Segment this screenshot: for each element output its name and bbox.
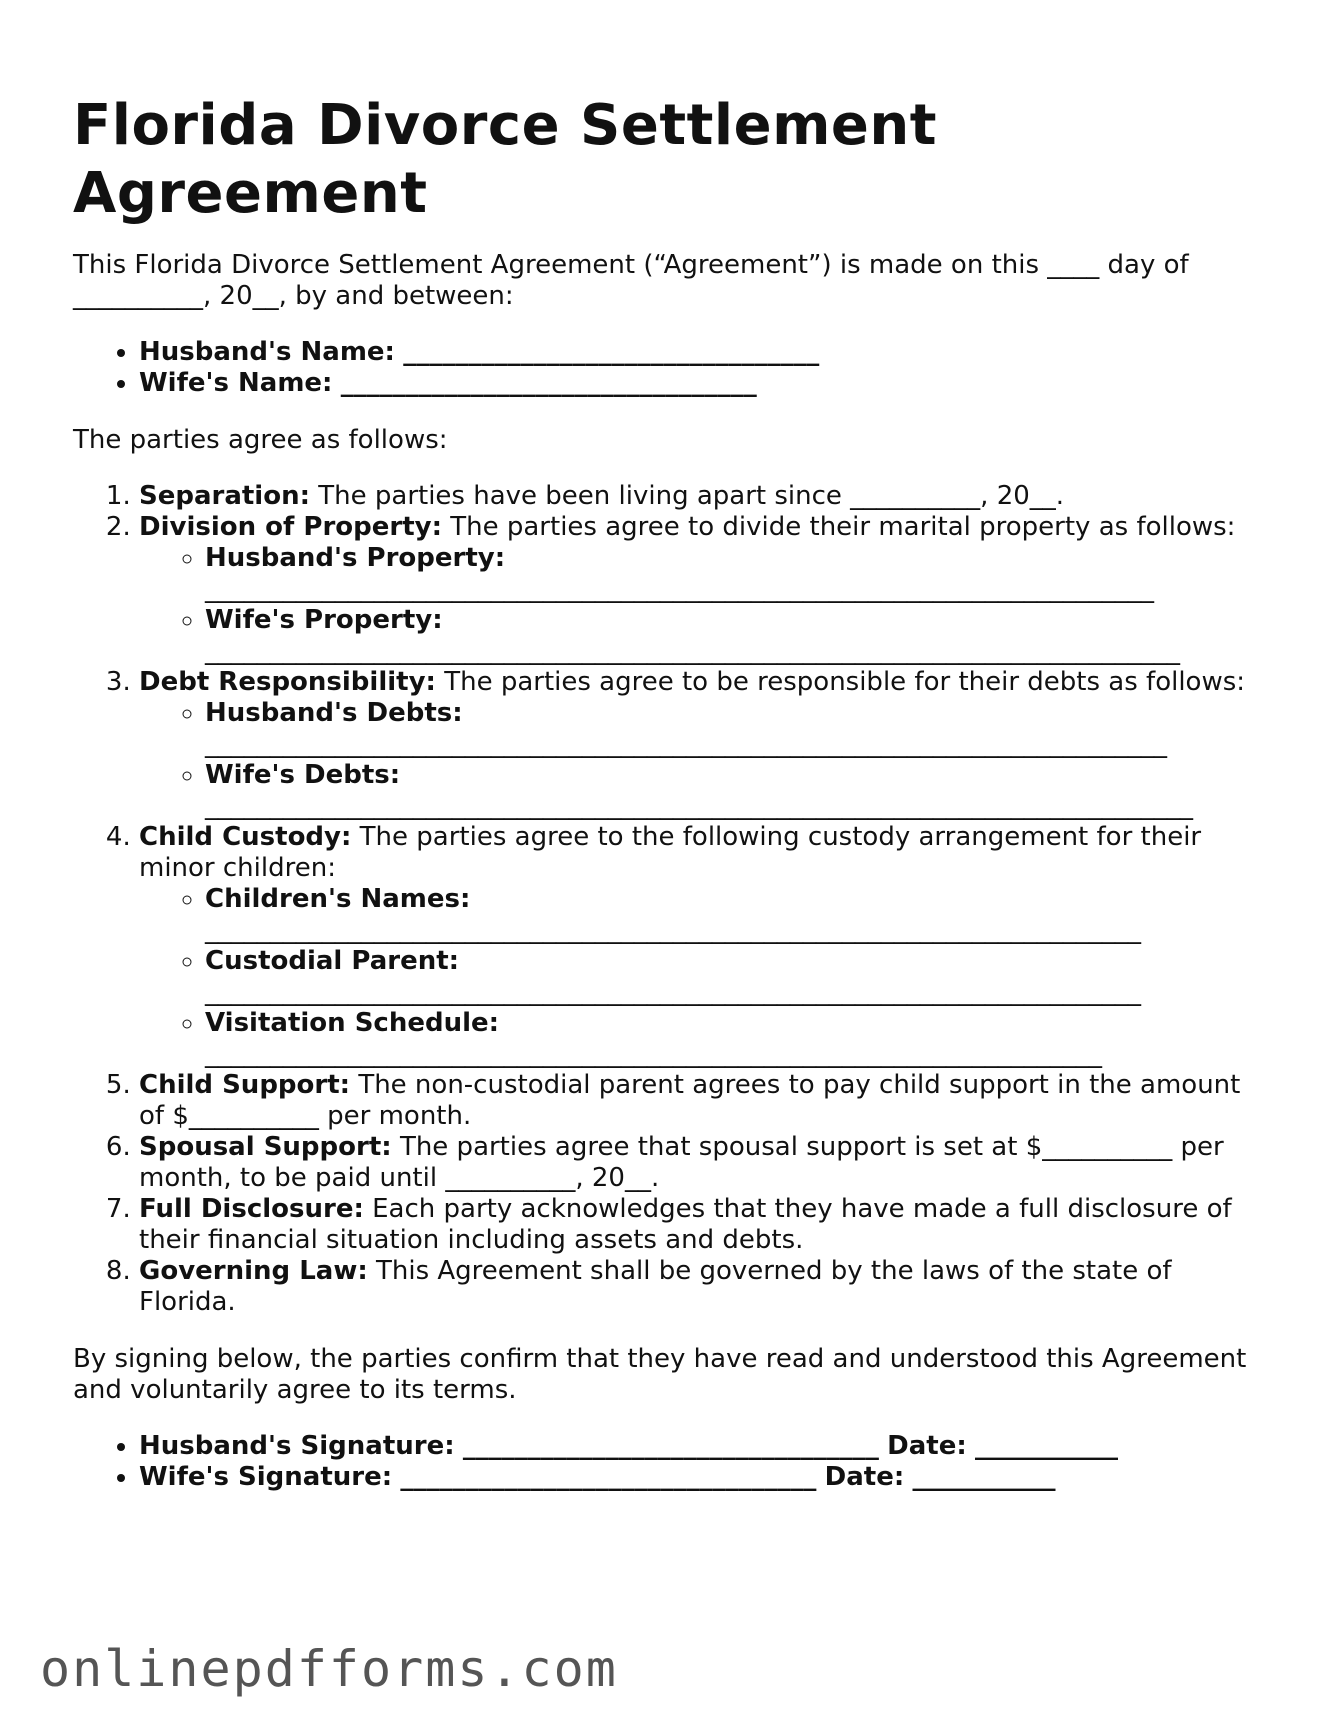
term-text: The parties agree that spousal support is set at $__________ per month, to be paid until __________, 20__. — [139, 1132, 1224, 1193]
term-text: The parties agree to divide their marital property as follows: — [450, 512, 1236, 542]
term-text: The parties agree to the following custody arrangement for their minor children: — [139, 822, 1202, 883]
term-debt — [139, 667, 1273, 822]
sub-item — [205, 760, 1273, 822]
custody-sublist — [139, 884, 1273, 1070]
date-label: Date: — [887, 1431, 967, 1461]
party-husband — [139, 337, 1273, 368]
document — [73, 92, 1273, 1493]
party-label: Husband's Name: — [139, 337, 395, 367]
term-label: Full Disclosure: — [139, 1194, 364, 1224]
signature-blank: ________________________________ — [462, 1431, 879, 1461]
sub-label: Husband's Property: — [205, 543, 506, 573]
agree-paragraph: The parties agree as follows: — [73, 425, 448, 455]
signature-label: Wife's Signature: — [139, 1462, 393, 1492]
debt-sublist — [139, 698, 1273, 822]
term-label: Division of Property: — [139, 512, 442, 542]
term-label: Debt Responsibility: — [139, 667, 436, 697]
signature-label: Husband's Signature: — [139, 1431, 455, 1461]
signature-husband — [139, 1431, 1273, 1462]
sub-label: Husband's Debts: — [205, 698, 463, 728]
term-property — [139, 512, 1273, 667]
name-blank: ________________________________ — [340, 368, 757, 398]
sub-label: Visitation Schedule: — [205, 1008, 500, 1038]
signature-list — [73, 1431, 1273, 1493]
sub-item — [205, 698, 1273, 760]
blank-line: ________________________________________________________________________ — [205, 977, 1141, 1007]
name-blank: ________________________________ — [403, 337, 820, 367]
sub-item — [205, 884, 1273, 946]
sub-item — [205, 543, 1273, 605]
term-text: This Agreement shall be governed by the laws of the state of Florida. — [139, 1256, 1172, 1317]
sub-item — [205, 605, 1273, 667]
blank-line: ________________________________________________________________________ — [205, 915, 1141, 945]
parties-list — [73, 337, 1273, 399]
date-blank: ___________ — [975, 1431, 1118, 1461]
signature-wife — [139, 1462, 1273, 1493]
property-sublist — [139, 543, 1273, 667]
party-wife — [139, 368, 1273, 399]
sub-label: Wife's Property: — [205, 605, 443, 635]
sub-label: Children's Names: — [205, 884, 471, 914]
term-label: Spousal Support: — [139, 1132, 392, 1162]
blank-line: _____________________________________________________________________ — [205, 1039, 1102, 1069]
document-title: Florida Divorce Settlement Agreement — [73, 93, 938, 226]
term-text: Each party acknowledges that they have made a full disclosure of their financial situation including assets and debts. — [139, 1194, 1232, 1255]
intro-paragraph: This Florida Divorce Settlement Agreement (“Agreement”) is made on this ____ day of __________, 20__, by and between: — [73, 250, 1189, 311]
signature-blank: ________________________________ — [400, 1462, 817, 1492]
term-text: The parties have been living apart since __________, 20__. — [318, 481, 1065, 511]
term-spousal-support — [139, 1132, 1273, 1194]
date-blank: ___________ — [912, 1462, 1056, 1492]
term-label: Governing Law: — [139, 1256, 368, 1286]
party-label: Wife's Name: — [139, 368, 333, 398]
blank-line: _________________________________________________________________________ — [205, 574, 1154, 604]
sub-label: Custodial Parent: — [205, 946, 460, 976]
blank-line: __________________________________________________________________________ — [205, 729, 1167, 759]
sub-item — [205, 1008, 1273, 1070]
term-label: Child Custody: — [139, 822, 352, 852]
term-governing-law — [139, 1256, 1273, 1318]
term-label: Child Support: — [139, 1070, 351, 1100]
term-disclosure — [139, 1194, 1273, 1256]
confirm-paragraph: By signing below, the parties confirm that they have read and understood this Agreement and voluntarily agree to its terms. — [73, 1344, 1247, 1405]
blank-line: ___________________________________________________________________________ — [205, 636, 1180, 666]
term-label: Separation: — [139, 481, 310, 511]
term-child-support — [139, 1070, 1273, 1132]
term-text: The parties agree to be responsible for their debts as follows: — [444, 667, 1246, 697]
term-text: The non-custodial parent agrees to pay child support in the amount of $__________ per month. — [139, 1070, 1241, 1131]
sub-label: Wife's Debts: — [205, 760, 401, 790]
blank-line: ____________________________________________________________________________ — [205, 791, 1193, 821]
terms-list — [73, 481, 1273, 1318]
sub-item — [205, 946, 1273, 1008]
term-custody — [139, 822, 1273, 1070]
term-separation — [139, 481, 1273, 512]
date-label: Date: — [824, 1462, 905, 1492]
site-watermark: onlinepdfforms.com — [40, 1640, 618, 1698]
